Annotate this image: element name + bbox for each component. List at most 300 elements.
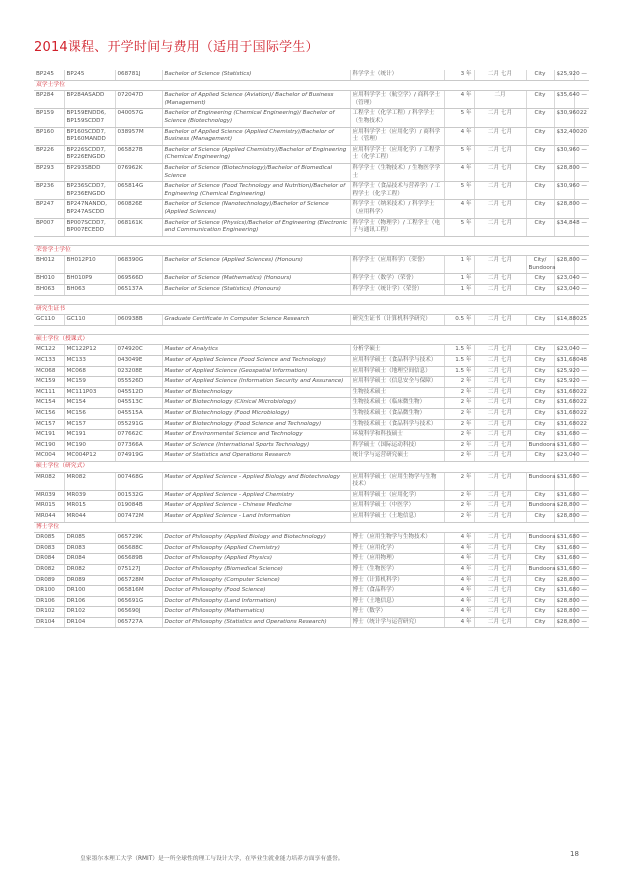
course-name-zh-cell: 应用科学硕士（应用化学）	[350, 490, 444, 501]
footer-text: 皇家墨尔本理工大学（RMIT）是一所全球性的理工与设计大学，在毕业生就业能力培养方面享有盛誉。	[80, 856, 344, 862]
course-name-zh-cell: 工程学士（化学工程）/ 科学学士（生物技术）	[350, 109, 444, 127]
course-name-en-cell: Bachelor of Science (Nanotechnology)/Bachelor of Science (Applied Sciences)	[162, 200, 350, 218]
program-code-cell: BP245	[34, 70, 64, 80]
program-code-cell: DR083	[34, 543, 64, 554]
course-name-zh-cell: 科学硕士（国际运动科技）	[350, 440, 444, 451]
campus-cell: City	[526, 109, 554, 127]
intake-cell: 二月 七月	[474, 200, 526, 218]
duration-cell: 4 年	[444, 596, 474, 607]
fee-cell: $35,640	[554, 91, 574, 109]
fee-cell: $31,680	[554, 543, 574, 554]
campus-cell: City	[526, 356, 554, 367]
campus-cell: City	[526, 543, 554, 554]
plan-code-cell: DR100	[64, 586, 115, 597]
intake-cell: 二月 七月	[474, 109, 526, 127]
fee-cell: $31,680	[554, 554, 574, 565]
course-name-zh-cell: 博士（应用物理）	[350, 554, 444, 565]
table-row	[34, 182, 589, 200]
duration-cell: 2 年	[444, 440, 474, 451]
cricos-code-cell: 065814G	[115, 182, 162, 200]
plan-code-cell: MC111P03	[64, 387, 115, 398]
campus-cell: City	[526, 554, 554, 565]
duration-cell: 4 年	[444, 586, 474, 597]
intake-cell: 二月 七月	[474, 607, 526, 618]
cmp-cell: —	[574, 607, 589, 618]
spacer-cell	[34, 236, 589, 245]
course-name-en-cell: Master of Statistics and Operations Research	[162, 451, 350, 462]
plan-code-cell: MR015	[64, 501, 115, 512]
cmp-cell: —	[574, 501, 589, 512]
program-code-cell: BP293	[34, 163, 64, 181]
course-name-zh-cell: 博士（生物医学）	[350, 564, 444, 575]
plan-code-cell: BP160SCDD7, BP160MANDD	[64, 127, 115, 145]
program-code-cell: MC191	[34, 430, 64, 441]
campus-cell: City	[526, 409, 554, 420]
program-code-cell: DR106	[34, 596, 64, 607]
course-name-zh-cell: 应用科学硕士（食品科学与技术）	[350, 356, 444, 367]
duration-cell: 1 年	[444, 274, 474, 285]
course-name-en-cell: Graduate Certificate in Computer Science Research	[162, 315, 350, 326]
cmp-cell: 22	[574, 398, 589, 409]
program-code-cell: BH063	[34, 285, 64, 296]
course-table-body	[34, 70, 589, 628]
table-row	[34, 398, 589, 409]
cricos-code-cell: 007468G	[115, 472, 162, 490]
cricos-code-cell: 023208E	[115, 366, 162, 377]
plan-code-cell: DR082	[64, 564, 115, 575]
fee-cell: $31,680	[554, 398, 574, 409]
duration-cell: 1 年	[444, 256, 474, 274]
campus-cell: City	[526, 315, 554, 326]
intake-cell: 二月 七月	[474, 366, 526, 377]
fee-cell: $28,800	[554, 200, 574, 218]
duration-cell: 4 年	[444, 617, 474, 628]
cmp-cell: 22	[574, 109, 589, 127]
cmp-cell: —	[574, 543, 589, 554]
plan-code-cell: BP293SBDD	[64, 163, 115, 181]
plan-code-cell: MC122P12	[64, 345, 115, 356]
section-header	[34, 334, 589, 345]
duration-cell: 1.5 年	[444, 356, 474, 367]
cmp-cell: —	[574, 617, 589, 628]
intake-cell: 二月 七月	[474, 586, 526, 597]
section-label: 荣誉学士学位	[34, 245, 589, 256]
cmp-cell: —	[574, 218, 589, 236]
duration-cell: 2 年	[444, 490, 474, 501]
fee-cell: $28,800	[554, 511, 574, 522]
table-row	[34, 575, 589, 586]
course-name-zh-cell: 应用科学学士（航空学）/ 商科学士（管理）	[350, 91, 444, 109]
duration-cell: 2 年	[444, 430, 474, 441]
table-row	[34, 419, 589, 430]
table-row	[34, 617, 589, 628]
fee-cell: $23,040	[554, 274, 574, 285]
plan-code-cell: MC156	[64, 409, 115, 420]
duration-cell: 4 年	[444, 533, 474, 544]
section-spacer	[34, 295, 589, 304]
course-name-en-cell: Bachelor of Applied Science (Applied Chemistry)/Bachelor of Business (Management)	[162, 127, 350, 145]
fee-cell: $23,040	[554, 285, 574, 296]
cmp-cell: —	[574, 451, 589, 462]
program-code-cell: BP226	[34, 145, 64, 163]
section-spacer	[34, 325, 589, 334]
fee-cell: $28,800	[554, 617, 574, 628]
course-name-zh-cell: 分析学硕士	[350, 345, 444, 356]
course-name-en-cell: Doctor of Philosophy (Food Science)	[162, 586, 350, 597]
fee-cell: $30,960	[554, 109, 574, 127]
cmp-cell: —	[574, 490, 589, 501]
table-row	[34, 564, 589, 575]
course-name-en-cell: Master of Biotechnology	[162, 387, 350, 398]
duration-cell: 2 年	[444, 398, 474, 409]
course-name-zh-cell: 应用科学学士（应用化学）/ 工程学士（化学工程）	[350, 145, 444, 163]
program-code-cell: MC004	[34, 451, 64, 462]
cricos-code-cell: 068390G	[115, 256, 162, 274]
intake-cell: 二月 七月	[474, 182, 526, 200]
course-name-en-cell: Bachelor of Science (Statistics)	[162, 70, 350, 80]
course-name-en-cell: Doctor of Philosophy (Applied Chemistry)	[162, 543, 350, 554]
campus-cell: City	[526, 511, 554, 522]
table-row	[34, 285, 589, 296]
cmp-cell: 25	[574, 315, 589, 326]
plan-code-cell: BP284ASADD	[64, 91, 115, 109]
intake-cell: 二月 七月	[474, 256, 526, 274]
fee-cell: $28,800	[554, 607, 574, 618]
duration-cell: 2 年	[444, 451, 474, 462]
table-row	[34, 127, 589, 145]
duration-cell: 4 年	[444, 127, 474, 145]
fee-cell: $31,680	[554, 490, 574, 501]
duration-cell: 4 年	[444, 200, 474, 218]
cmp-cell: —	[574, 472, 589, 490]
cricos-code-cell: 038957M	[115, 127, 162, 145]
program-code-cell: DR084	[34, 554, 64, 565]
cmp-cell: —	[574, 511, 589, 522]
course-name-zh-cell: 博士（应用生物学与生物技术）	[350, 533, 444, 544]
fee-cell: $31,680	[554, 440, 574, 451]
program-code-cell: GC110	[34, 315, 64, 326]
plan-code-cell: BP245	[64, 70, 115, 80]
intake-cell: 二月 七月	[474, 163, 526, 181]
intake-cell: 二月 七月	[474, 533, 526, 544]
table-row	[34, 501, 589, 512]
cmp-cell: —	[574, 596, 589, 607]
campus-cell: City	[526, 377, 554, 388]
table-row	[34, 109, 589, 127]
fee-cell: $28,800	[554, 575, 574, 586]
intake-cell: 二月 七月	[474, 564, 526, 575]
campus-cell: City	[526, 345, 554, 356]
course-name-en-cell: Bachelor of Science (Mathematics) (Honours)	[162, 274, 350, 285]
table-row	[34, 218, 589, 236]
campus-cell: City	[526, 387, 554, 398]
course-name-en-cell: Master of Environmental Science and Technology	[162, 430, 350, 441]
duration-cell: 1 年	[444, 285, 474, 296]
intake-cell: 二月 七月	[474, 377, 526, 388]
program-code-cell: DR089	[34, 575, 64, 586]
fee-cell: $25,920	[554, 366, 574, 377]
campus-cell: City	[526, 607, 554, 618]
course-name-zh-cell: 生物技术硕士（临床微生物）	[350, 398, 444, 409]
course-table-container	[34, 70, 589, 628]
table-row	[34, 145, 589, 163]
program-code-cell: BP160	[34, 127, 64, 145]
duration-cell: 0.5 年	[444, 315, 474, 326]
plan-code-cell: DR104	[64, 617, 115, 628]
section-label: 博士学位	[34, 522, 589, 533]
plan-code-cell: DR102	[64, 607, 115, 618]
cricos-code-cell: 065137A	[115, 285, 162, 296]
cricos-code-cell: 043049E	[115, 356, 162, 367]
intake-cell: 二月 七月	[474, 472, 526, 490]
fee-cell: $25,920	[554, 70, 574, 80]
duration-cell: 4 年	[444, 543, 474, 554]
cricos-code-cell: 065729K	[115, 533, 162, 544]
cricos-code-cell: 065728M	[115, 575, 162, 586]
cmp-cell: —	[574, 564, 589, 575]
intake-cell: 二月 七月	[474, 554, 526, 565]
table-row	[34, 387, 589, 398]
plan-code-cell: MR082	[64, 472, 115, 490]
table-row	[34, 274, 589, 285]
cricos-code-cell: 019084B	[115, 501, 162, 512]
cmp-cell: —	[574, 533, 589, 544]
course-name-zh-cell: 生物技术硕士（食品科学与技术）	[350, 419, 444, 430]
course-name-zh-cell: 应用科学硕士（信息安全与保障）	[350, 377, 444, 388]
campus-cell: Bundoora	[526, 533, 554, 544]
course-name-zh-cell: 科学学士（生物技术）/ 生物医学学士	[350, 163, 444, 181]
course-name-zh-cell: 应用科学学士（应用化学）/ 商科学士（管理）	[350, 127, 444, 145]
intake-cell: 二月 七月	[474, 501, 526, 512]
duration-cell: 2 年	[444, 377, 474, 388]
cricos-code-cell: 045515A	[115, 409, 162, 420]
intake-cell: 二月 七月	[474, 511, 526, 522]
course-name-en-cell: Bachelor of Science (Physics)/Bachelor of Engineering (Electronic and Communication Engineering)	[162, 218, 350, 236]
campus-cell: Bundoora	[526, 564, 554, 575]
cricos-code-cell: 065690J	[115, 607, 162, 618]
program-code-cell: MC068	[34, 366, 64, 377]
fee-cell: $31,680	[554, 387, 574, 398]
course-name-en-cell: Master of Biotechnology (Food Science and Technology)	[162, 419, 350, 430]
cricos-code-cell: 065691G	[115, 596, 162, 607]
table-row	[34, 472, 589, 490]
course-name-zh-cell: 科学学士（数学）（荣誉）	[350, 274, 444, 285]
plan-code-cell: DR106	[64, 596, 115, 607]
course-name-en-cell: Master of Applied Science - Land Information	[162, 511, 350, 522]
campus-cell: City	[526, 182, 554, 200]
cricos-code-cell: 060826E	[115, 200, 162, 218]
section-label: 双学士学位	[34, 80, 589, 91]
campus-cell: City	[526, 366, 554, 377]
fee-cell: $28,800	[554, 163, 574, 181]
course-name-en-cell: Master of Applied Science (Information Security and Assurance)	[162, 377, 350, 388]
cricos-code-cell: 077366A	[115, 440, 162, 451]
plan-code-cell: BP159ENDD6, BP159SCDD7	[64, 109, 115, 127]
duration-cell: 2 年	[444, 419, 474, 430]
course-name-zh-cell: 博士（食品科学）	[350, 586, 444, 597]
cricos-code-cell: 060938B	[115, 315, 162, 326]
duration-cell: 5 年	[444, 182, 474, 200]
course-name-en-cell: Master of Biotechnology (Clinical Microbiology)	[162, 398, 350, 409]
fee-cell: $31,680	[554, 533, 574, 544]
campus-cell: Bundoora	[526, 472, 554, 490]
cmp-cell: —	[574, 145, 589, 163]
intake-cell: 二月 七月	[474, 356, 526, 367]
cmp-cell: —	[574, 70, 589, 80]
fee-cell: $31,680	[554, 472, 574, 490]
plan-code-cell: DR089	[64, 575, 115, 586]
plan-code-cell: MC068	[64, 366, 115, 377]
cmp-cell: 22	[574, 419, 589, 430]
program-code-cell: MC154	[34, 398, 64, 409]
campus-cell: Bundoora	[526, 440, 554, 451]
plan-code-cell: BH063	[64, 285, 115, 296]
cmp-cell: —	[574, 182, 589, 200]
table-row	[34, 356, 589, 367]
intake-cell: 二月 七月	[474, 419, 526, 430]
fee-cell: $28,800	[554, 501, 574, 512]
section-header	[34, 461, 589, 472]
fee-cell: $31,680	[554, 586, 574, 597]
intake-cell: 二月 七月	[474, 490, 526, 501]
table-row	[34, 490, 589, 501]
intake-cell: 二月 七月	[474, 218, 526, 236]
spacer-cell	[34, 295, 589, 304]
fee-cell: $31,680	[554, 409, 574, 420]
cmp-cell: —	[574, 440, 589, 451]
plan-code-cell: DR083	[64, 543, 115, 554]
fee-cell: $31,680	[554, 564, 574, 575]
course-name-zh-cell: 科学学士（统计学）（荣誉）	[350, 285, 444, 296]
fee-cell: $25,920	[554, 377, 574, 388]
plan-code-cell: MC191	[64, 430, 115, 441]
intake-cell: 二月 七月	[474, 127, 526, 145]
intake-cell: 二月	[474, 91, 526, 109]
course-name-en-cell: Master of Biotechnology (Food Microbiology)	[162, 409, 350, 420]
campus-cell: City	[526, 430, 554, 441]
program-code-cell: MC156	[34, 409, 64, 420]
course-name-zh-cell: 博士（土地信息）	[350, 596, 444, 607]
plan-code-cell: BP236SCDD7, BP236ENGDD	[64, 182, 115, 200]
duration-cell: 1.5 年	[444, 345, 474, 356]
course-name-zh-cell: 环境科学和科技硕士	[350, 430, 444, 441]
fee-cell: $31,680	[554, 430, 574, 441]
intake-cell: 二月 七月	[474, 398, 526, 409]
intake-cell: 二月 七月	[474, 451, 526, 462]
campus-cell: City	[526, 127, 554, 145]
table-row	[34, 511, 589, 522]
campus-cell: City	[526, 145, 554, 163]
plan-code-cell: GC110	[64, 315, 115, 326]
table-row	[34, 256, 589, 274]
program-code-cell: BP284	[34, 91, 64, 109]
campus-cell: City	[526, 200, 554, 218]
duration-cell: 2 年	[444, 511, 474, 522]
course-name-zh-cell: 应用科学硕士（应用生物学与生物技术）	[350, 472, 444, 490]
program-code-cell: MR039	[34, 490, 64, 501]
program-code-cell: DR100	[34, 586, 64, 597]
cmp-cell: —	[574, 586, 589, 597]
program-code-cell: MC111	[34, 387, 64, 398]
cmp-cell: —	[574, 91, 589, 109]
intake-cell: 二月 七月	[474, 575, 526, 586]
table-row	[34, 345, 589, 356]
plan-code-cell: DR085	[64, 533, 115, 544]
intake-cell: 二月 七月	[474, 345, 526, 356]
cmp-cell: 20	[574, 127, 589, 145]
course-name-en-cell: Bachelor of Science (Applied Chemistry)/Bachelor of Engineering (Chemical Engineering)	[162, 145, 350, 163]
course-name-en-cell: Doctor of Philosophy (Applied Biology and Biotechnology)	[162, 533, 350, 544]
table-row	[34, 586, 589, 597]
duration-cell: 4 年	[444, 607, 474, 618]
fee-cell: $14,880	[554, 315, 574, 326]
course-name-en-cell: Bachelor of Science (Applied Sciences) (Honours)	[162, 256, 350, 274]
cricos-code-cell: 077662C	[115, 430, 162, 441]
course-name-zh-cell: 科学学士（纳米技术）/ 科学学士（应用科学）	[350, 200, 444, 218]
cricos-code-cell: 065689B	[115, 554, 162, 565]
cricos-code-cell: 074919G	[115, 451, 162, 462]
plan-code-cell: BP247NANDD, BP247ASCDD	[64, 200, 115, 218]
duration-cell: 4 年	[444, 91, 474, 109]
cmp-cell: 22	[574, 409, 589, 420]
cricos-code-cell: 068161K	[115, 218, 162, 236]
intake-cell: 二月 七月	[474, 430, 526, 441]
table-row	[34, 596, 589, 607]
course-name-zh-cell: 应用科学硕士（中医学）	[350, 501, 444, 512]
campus-cell: City	[526, 596, 554, 607]
program-code-cell: MC190	[34, 440, 64, 451]
cricos-code-cell: 007472M	[115, 511, 162, 522]
duration-cell: 1.5 年	[444, 366, 474, 377]
duration-cell: 2 年	[444, 409, 474, 420]
cricos-code-cell: 055526D	[115, 377, 162, 388]
course-name-zh-cell: 应用科学硕士（土地信息）	[350, 511, 444, 522]
campus-cell: City	[526, 218, 554, 236]
course-name-en-cell: Doctor of Philosophy (Biomedical Science)	[162, 564, 350, 575]
course-name-zh-cell: 科学学士（食品技术与营养学）/ 工程学士（化学工程）	[350, 182, 444, 200]
cricos-code-cell: 076962K	[115, 163, 162, 181]
table-row	[34, 440, 589, 451]
campus-cell: City	[526, 419, 554, 430]
table-row	[34, 200, 589, 218]
course-name-en-cell: Doctor of Philosophy (Statistics and Operations Research)	[162, 617, 350, 628]
table-row	[34, 607, 589, 618]
fee-cell: $28,800	[554, 256, 574, 274]
cmp-cell: —	[574, 430, 589, 441]
course-name-en-cell: Master of Analytics	[162, 345, 350, 356]
program-code-cell: BP236	[34, 182, 64, 200]
cricos-code-cell: 065727A	[115, 617, 162, 628]
plan-code-cell: MR039	[64, 490, 115, 501]
cmp-cell: 48	[574, 356, 589, 367]
table-row	[34, 430, 589, 441]
cricos-code-cell: 065816M	[115, 586, 162, 597]
program-code-cell: BH010	[34, 274, 64, 285]
campus-cell: City	[526, 163, 554, 181]
duration-cell: 2 年	[444, 472, 474, 490]
course-name-zh-cell: 统计学与运营研究硕士	[350, 451, 444, 462]
program-code-cell: BP247	[34, 200, 64, 218]
cmp-cell: —	[574, 256, 589, 274]
course-name-en-cell: Master of Applied Science - Applied Biology and Biotechnology	[162, 472, 350, 490]
campus-cell: City	[526, 398, 554, 409]
duration-cell: 4 年	[444, 554, 474, 565]
table-row	[34, 409, 589, 420]
course-name-zh-cell: 研究生证书（计算机科学研究）	[350, 315, 444, 326]
section-label: 硕士学位（研究式）	[34, 461, 589, 472]
campus-cell: City	[526, 490, 554, 501]
program-code-cell: MC122	[34, 345, 64, 356]
